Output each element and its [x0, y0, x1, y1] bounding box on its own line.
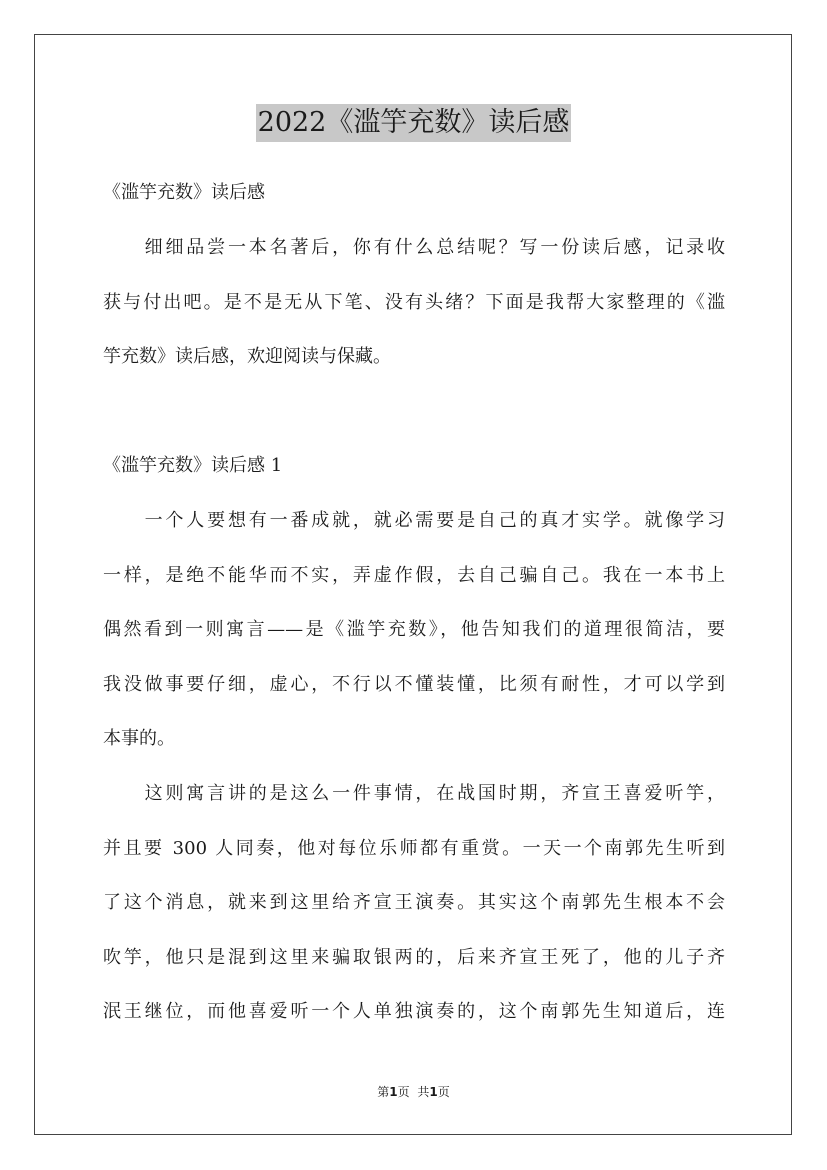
paragraph-line: 泯王继位，而他喜爱听一个人单独演奏的，这个南郭先生知道后，连: [103, 1001, 725, 1022]
paragraph-line: 我没做事要仔细，虚心，不行以不懂装懂，比须有耐性，才可以学到: [103, 674, 725, 695]
paragraph-line: 一个人要想有一番成就，就必需要是自己的真才实学。就像学习: [103, 510, 725, 531]
paragraph-line: 本事的。: [103, 728, 175, 749]
footer-total-prefix: 共: [417, 1085, 430, 1099]
paragraph-line: 了这个消息，就来到这里给齐宣王演奏。其实这个南郭先生根本不会: [103, 892, 725, 913]
page-footer: [0, 1083, 827, 1101]
paragraph-line: 这则寓言讲的是这么一件事情，在战国时期，齐宣王喜爱听竽，: [103, 783, 725, 804]
paragraph-line: 细细品尝一本名著后，你有什么总结呢？写一份读后感，记录收: [103, 237, 725, 258]
title-container: [0, 104, 827, 142]
section-heading: 《滥竽充数》读后感 1: [103, 455, 283, 476]
paragraph-line: 偶然看到一则寓言——是《滥竽充数》，他告知我们的道理很简洁，要: [103, 619, 725, 640]
footer-page-prefix: 第: [377, 1085, 390, 1099]
footer-page-suffix: 页: [397, 1085, 410, 1099]
paragraph-line: 竽充数》读后感，欢迎阅读与保藏。: [103, 346, 391, 367]
paragraph-line: 并且要 300 人同奏，他对每位乐师都有重赏。一天一个南郭先生听到: [103, 838, 725, 859]
footer-total-pages: 1: [429, 1085, 438, 1099]
document-title: 2022《滥竽充数》读后感: [256, 104, 572, 142]
section-heading: 《滥竽充数》读后感: [103, 182, 265, 203]
paragraph-line: 吹竽，他只是混到这里来骗取银两的，后来齐宣王死了，他的儿子齐: [103, 947, 725, 968]
footer-total-suffix: 页: [437, 1085, 450, 1099]
paragraph-line: 一样，是绝不能华而不实，弄虚作假，去自己骗自己。我在一本书上: [103, 565, 725, 586]
footer-page-current: 1: [389, 1085, 398, 1099]
paragraph-line: 获与付出吧。是不是无从下笔、没有头绪？下面是我帮大家整理的《滥: [103, 292, 725, 313]
